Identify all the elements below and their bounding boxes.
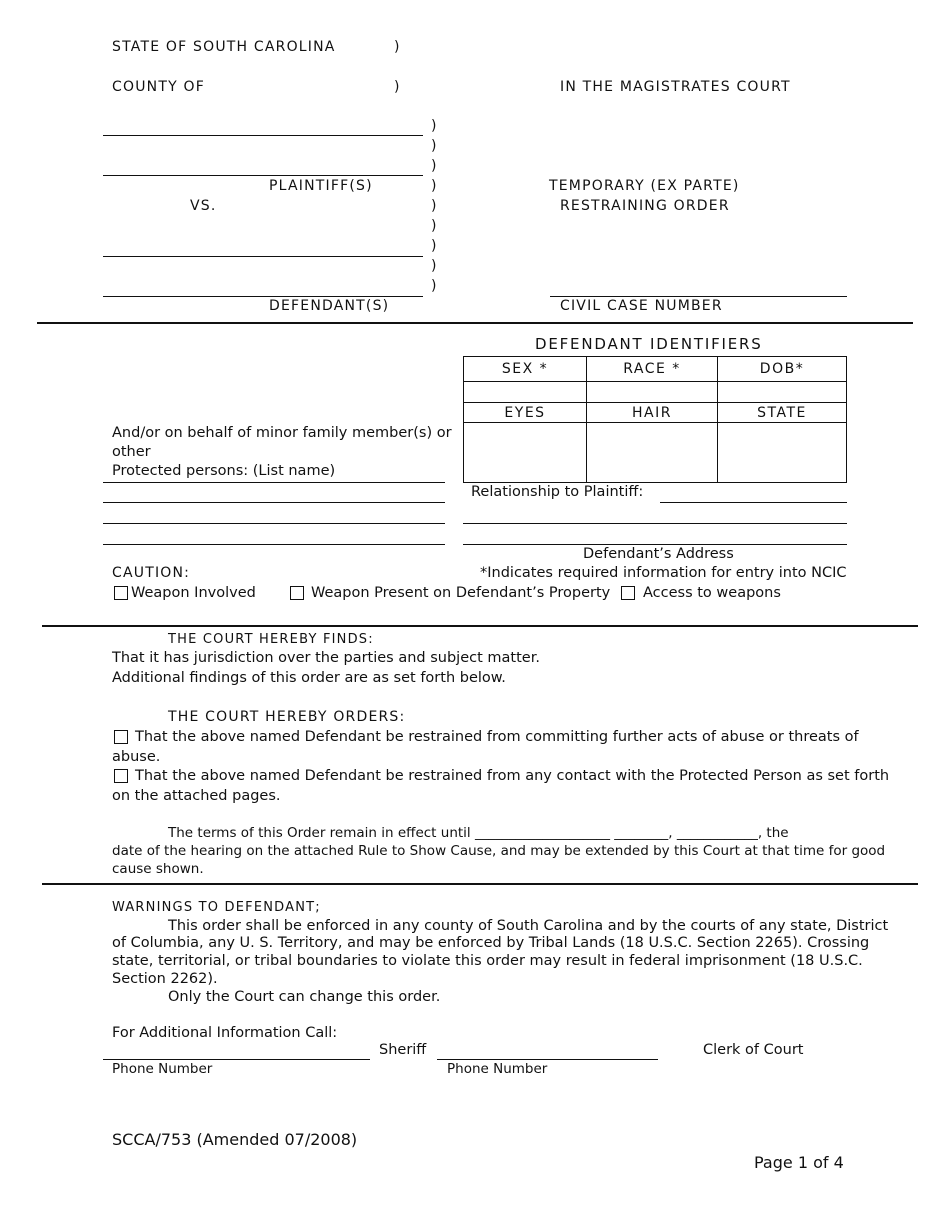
relationship-line[interactable] xyxy=(660,502,847,503)
warnings-heading: WARNINGS TO DEFENDANT; xyxy=(112,900,321,915)
warnings-line4: Section 2262). xyxy=(112,971,218,987)
order-1-text-cont: abuse. xyxy=(112,749,161,765)
dob-field[interactable] xyxy=(718,382,847,403)
sex-field[interactable] xyxy=(464,382,587,403)
race-field[interactable] xyxy=(587,382,718,403)
race-header: RACE * xyxy=(587,357,718,382)
plaintiff-line-1[interactable] xyxy=(103,135,423,136)
order-title-line2: RESTRAINING ORDER xyxy=(560,198,730,214)
sex-header: SEX * xyxy=(464,357,587,382)
dob-header: DOB* xyxy=(718,357,847,382)
plaintiff-label: PLAINTIFF(S) xyxy=(269,178,373,194)
order-title-line1: TEMPORARY (EX PARTE) xyxy=(549,178,740,194)
warnings-line2: of Columbia, any U. S. Territory, and may be enforced by Tribal Lands (18 U.S.C. Section 2265). Crossing xyxy=(112,935,870,951)
protected-line1: And/or on behalf of minor family member(s) or xyxy=(112,425,452,441)
vs-label: VS. xyxy=(190,198,217,214)
orders-heading: THE COURT HEREBY ORDERS: xyxy=(168,709,406,725)
clerk-label: Clerk of Court xyxy=(703,1042,804,1058)
hair-header: HAIR xyxy=(587,403,718,423)
county-label: COUNTY OF xyxy=(112,79,205,95)
sheriff-phone-line[interactable] xyxy=(103,1059,370,1060)
warnings-line1: This order shall be enforced in any county of South Carolina and by the courts of any state, District xyxy=(168,918,889,934)
identifiers-table xyxy=(463,356,847,483)
protected-name-line-3[interactable] xyxy=(103,523,445,524)
protected-name-line-4[interactable] xyxy=(103,544,445,545)
defendant-label: DEFENDANT(S) xyxy=(269,298,390,314)
order-2-text: That the above named Defendant be restrained from any contact with the Protected Person as set forth xyxy=(135,768,890,784)
contact-label: For Additional Information Call: xyxy=(112,1025,338,1041)
address-line-2[interactable] xyxy=(463,544,847,545)
page-number: Page 1 of 4 xyxy=(754,1153,844,1172)
weapon-involved-checkbox[interactable] xyxy=(114,586,128,600)
case-number-line[interactable] xyxy=(550,296,847,297)
paren: ) xyxy=(431,278,437,294)
state-header: STATE xyxy=(718,403,847,423)
findings-line1: That it has jurisdiction over the parties and subject matter. xyxy=(112,650,540,666)
phone-label-2: Phone Number xyxy=(447,1061,548,1077)
order-1-checkbox[interactable] xyxy=(114,730,128,744)
weapon-involved-label: Weapon Involved xyxy=(131,585,256,601)
caution-label: CAUTION: xyxy=(112,565,191,581)
relationship-label: Relationship to Plaintiff: xyxy=(471,484,644,500)
findings-line2: Additional findings of this order are as set forth below. xyxy=(112,670,506,686)
section-divider xyxy=(42,883,918,885)
hair-field[interactable] xyxy=(587,423,718,483)
protected-name-line-2[interactable] xyxy=(103,502,445,503)
phone-label-1: Phone Number xyxy=(112,1061,213,1077)
plaintiff-line-2[interactable] xyxy=(103,175,423,176)
paren: ) xyxy=(431,118,437,134)
ncic-note: *Indicates required information for entry into NCIC xyxy=(480,565,847,581)
paren: ) xyxy=(431,258,437,274)
identifiers-title: DEFENDANT IDENTIFIERS xyxy=(535,335,763,353)
defendant-line-1[interactable] xyxy=(103,256,423,257)
access-weapons-checkbox[interactable] xyxy=(621,586,635,600)
terms-line3: cause shown. xyxy=(112,861,204,877)
paren: ) xyxy=(431,158,437,174)
court-label: IN THE MAGISTRATES COURT xyxy=(560,79,791,95)
terms-line2: date of the hearing on the attached Rule to Show Cause, and may be extended by this Court at that time for good xyxy=(112,843,886,859)
defendant-line-2[interactable] xyxy=(103,296,423,297)
state-field[interactable] xyxy=(718,423,847,483)
paren: ) xyxy=(431,218,437,234)
address-label: Defendant’s Address xyxy=(583,546,734,562)
state-label: STATE OF SOUTH CAROLINA xyxy=(112,39,336,55)
warnings-line5: Only the Court can change this order. xyxy=(168,989,441,1005)
clerk-phone-line[interactable] xyxy=(437,1059,658,1060)
paren: ) xyxy=(394,39,400,55)
findings-heading: THE COURT HEREBY FINDS: xyxy=(168,632,374,647)
form-id: SCCA/753 (Amended 07/2008) xyxy=(112,1130,358,1149)
address-line-1[interactable] xyxy=(463,523,847,524)
order-1-text: That the above named Defendant be restrained from committing further acts of abuse or threats of xyxy=(135,729,859,745)
order-2-checkbox[interactable] xyxy=(114,769,128,783)
paren: ) xyxy=(394,79,400,95)
order-2-text-cont: on the attached pages. xyxy=(112,788,281,804)
warnings-line3: state, territorial, or tribal boundaries to violate this order may result in federal imprisonment (18 U.S.C. xyxy=(112,953,863,969)
case-number-label: CIVIL CASE NUMBER xyxy=(560,298,723,314)
protected-line2: other xyxy=(112,444,151,460)
protected-line3: Protected persons: (List name) xyxy=(112,463,336,479)
eyes-field[interactable] xyxy=(464,423,587,483)
section-divider xyxy=(42,625,918,627)
protected-name-line-1[interactable] xyxy=(103,482,445,483)
terms-line1: The terms of this Order remain in effect until ____________________ ________, ____________, the xyxy=(168,825,789,841)
paren: ) xyxy=(431,238,437,254)
paren: ) xyxy=(431,198,437,214)
weapon-present-label: Weapon Present on Defendant’s Property xyxy=(311,585,611,601)
access-weapons-label: Access to weapons xyxy=(643,585,781,601)
eyes-header: EYES xyxy=(464,403,587,423)
weapon-present-checkbox[interactable] xyxy=(290,586,304,600)
paren: ) xyxy=(431,138,437,154)
sheriff-label: Sheriff xyxy=(379,1042,427,1058)
paren: ) xyxy=(431,178,437,194)
section-divider xyxy=(37,322,913,324)
